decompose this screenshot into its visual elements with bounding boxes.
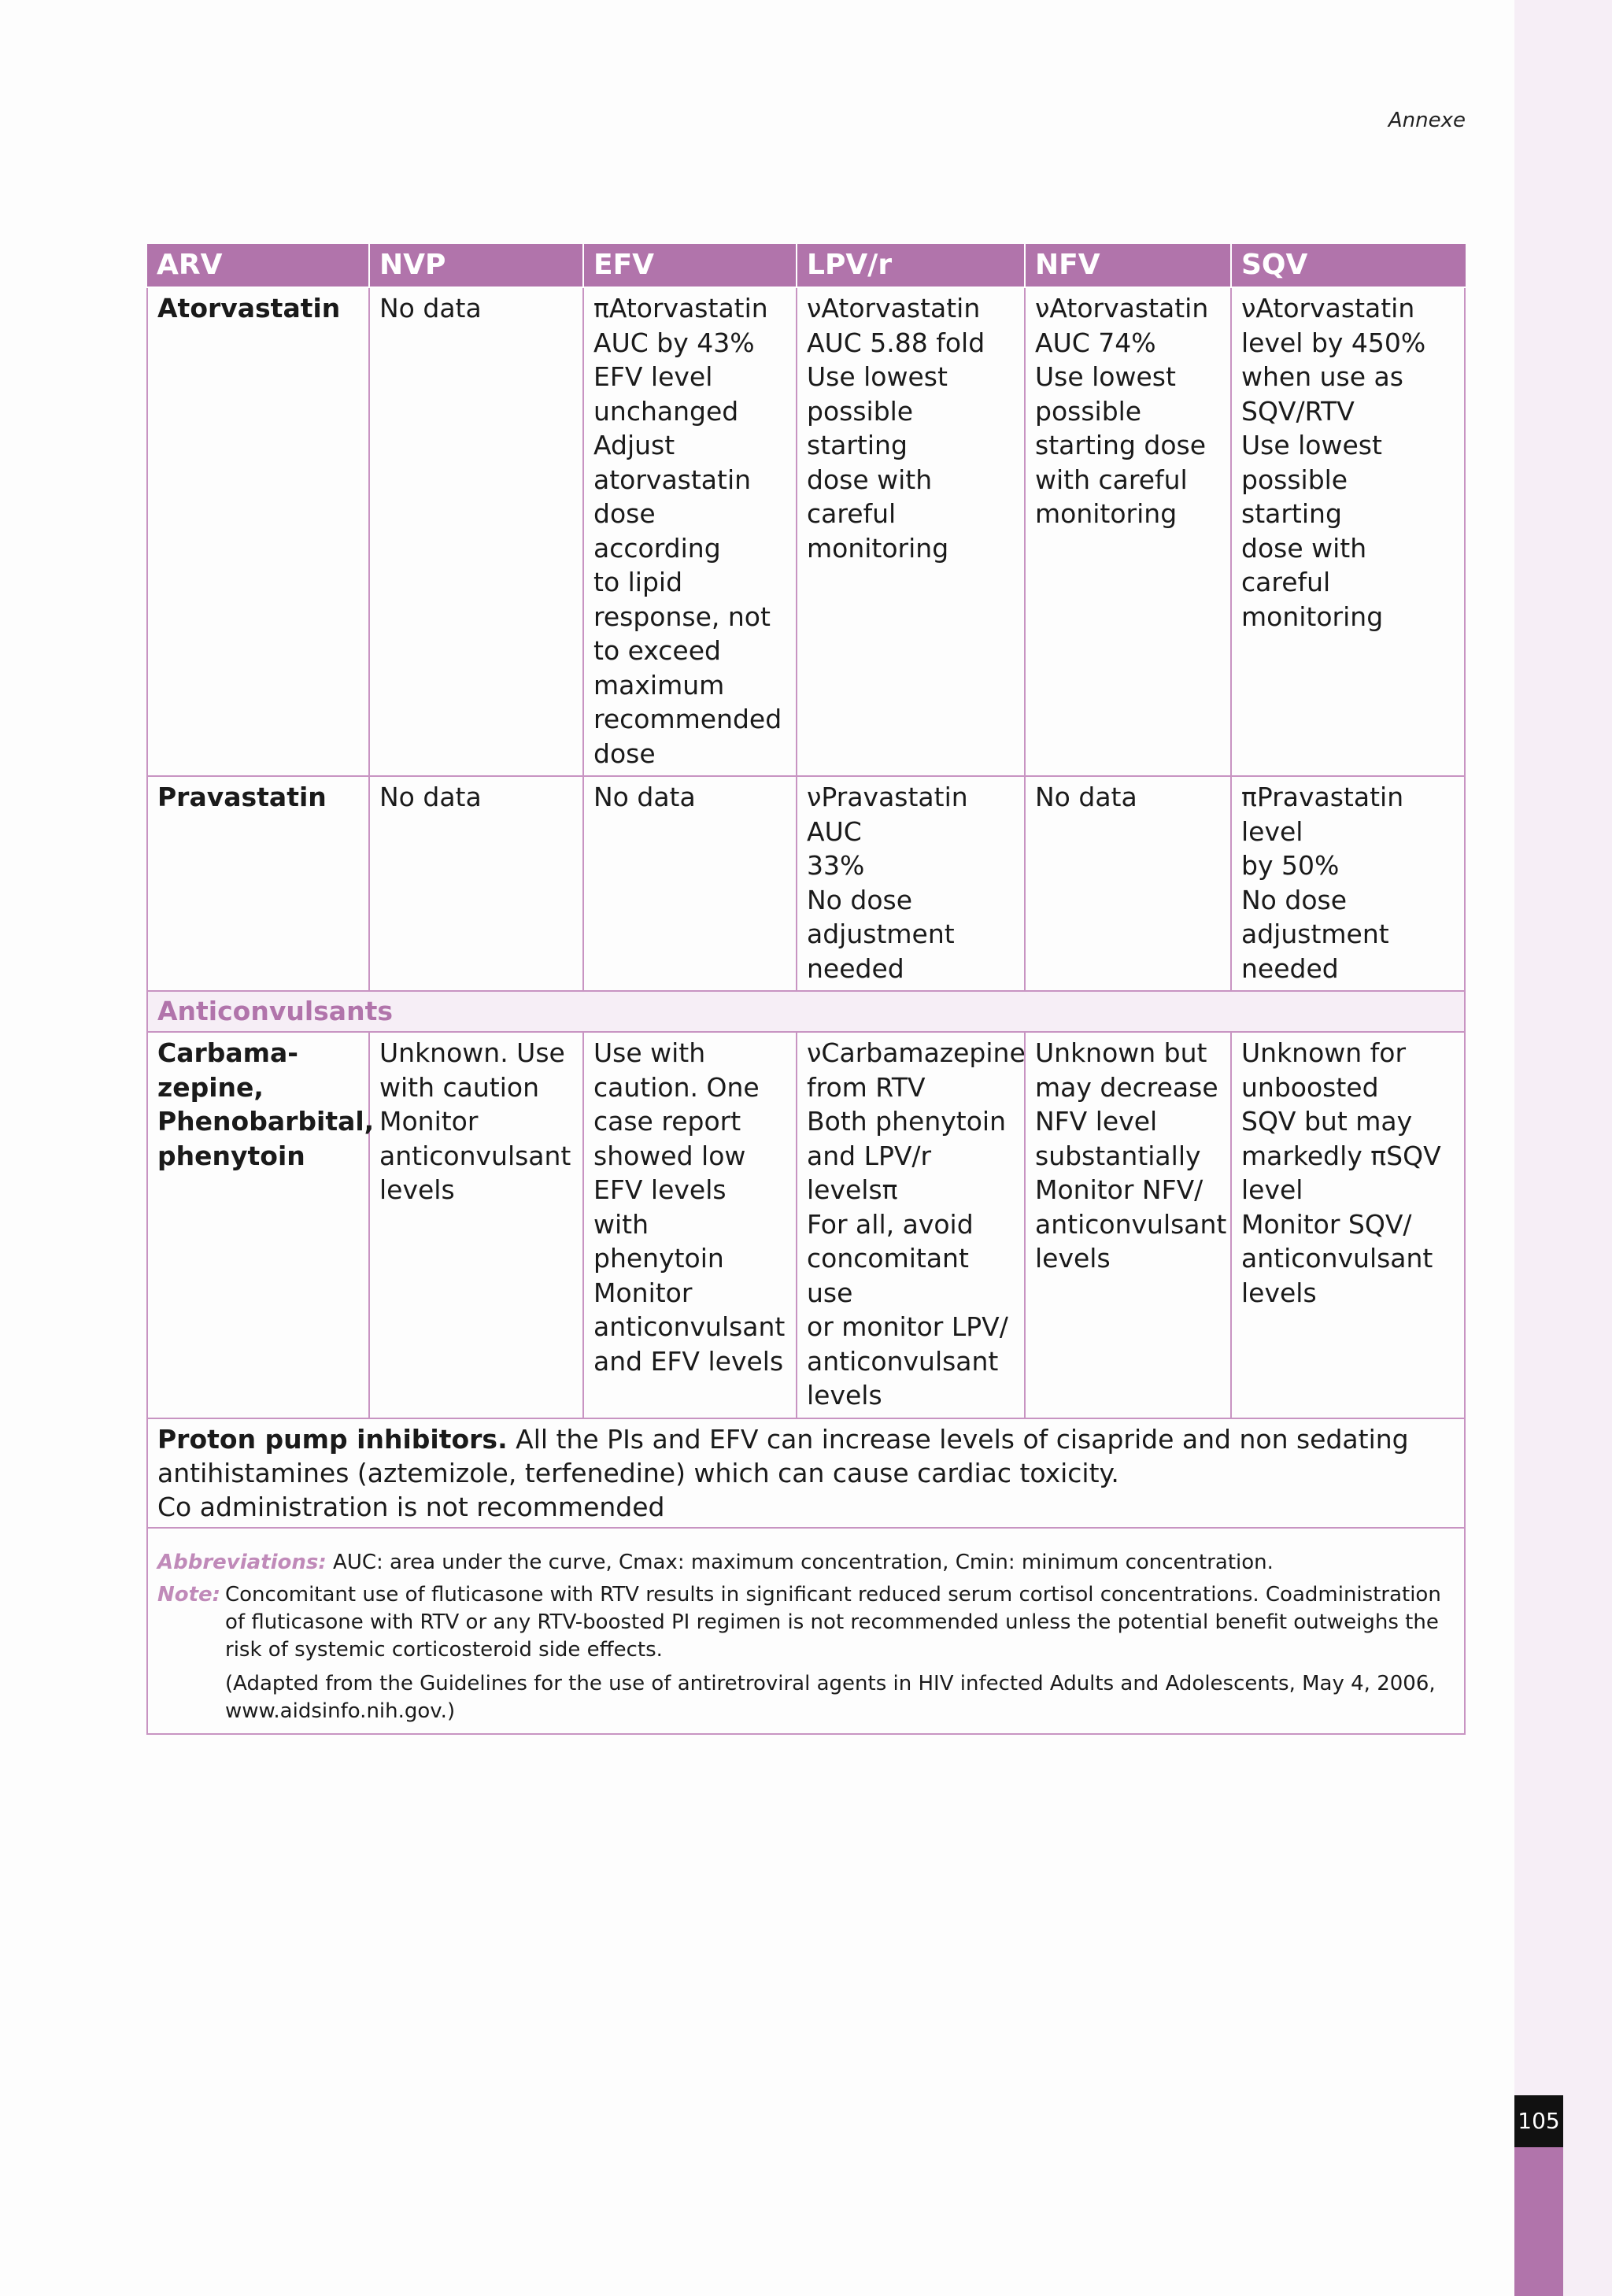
table-row	[147, 1032, 1465, 1418]
table-cell: Unknown for unboosted SQV but may markedly πSQV level Monitor SQV/ anticonvulsant levels	[1231, 1032, 1465, 1418]
ppi-note-row	[147, 1418, 1465, 1528]
ppi-note-cell	[147, 1418, 1465, 1528]
note-text: Concomitant use of fluticasone with RTV results in significant reduced serum cortisol concentrations. Coadministration of fluticasone with RTV or any RTV-boosted PI regimen is not recommended unless the potential benefit outweighs the risk of systemic corticosteroid side effects.	[225, 1582, 1441, 1662]
abbreviations-text: AUC: area under the curve, Cmax: maximum concentration, Cmin: minimum concentration.	[326, 1550, 1274, 1574]
row-header-anticonvulsants: Carbama- zepine, Phenobarbital, phenytoin	[147, 1032, 369, 1418]
table-row	[147, 776, 1465, 991]
abbreviations-label: Abbreviations:	[157, 1550, 327, 1574]
ppi-note-text: All the PIs and EFV can increase levels of cisapride and non sedating antihistamines (aztemizole, terfenedine) which can cause cardiac toxicity.	[157, 1423, 1409, 1488]
table-cell: νAtorvastatin AUC 5.88 fold Use lowest possible starting dose with careful monitoring	[797, 287, 1025, 776]
row-header-pravastatin: Pravastatin	[147, 776, 369, 991]
col-header-lpvr: LPV/r	[797, 244, 1025, 287]
section-title-anticonvulsants: Anticonvulsants	[147, 991, 1465, 1032]
table-cell: νAtorvastatin AUC 74% Use lowest possible starting dose with careful monitoring	[1025, 287, 1231, 776]
note-line	[157, 1581, 1455, 1664]
col-header-nvp: NVP	[369, 244, 583, 287]
table-cell: νAtorvastatin level by 450% when use as SQV/RTV Use lowest possible starting dose with careful monitoring	[1231, 287, 1465, 776]
source-citation: (Adapted from the Guidelines for the use of antiretroviral agents in HIV infected Adults and Adolescents, May 4, 2006, www.aidsinfo.nih.gov.)	[225, 1671, 1436, 1723]
table-cell: No data	[369, 287, 583, 776]
col-header-sqv: SQV	[1231, 244, 1465, 287]
interaction-table	[146, 244, 1466, 1735]
table-cell: Use with caution. One case report showed low EFV levels with phenytoin Monitor anticonvulsant and EFV levels	[583, 1032, 797, 1418]
col-header-efv: EFV	[583, 244, 797, 287]
table-row	[147, 287, 1465, 776]
col-header-arv: ARV	[147, 244, 369, 287]
footnotes-cell	[147, 1528, 1465, 1734]
abbreviations-line	[157, 1549, 1455, 1577]
table-cell: No data	[583, 776, 797, 991]
table-cell: Unknown. Use with caution Monitor anticonvulsant levels	[369, 1032, 583, 1418]
table-cell: No data	[1025, 776, 1231, 991]
table-cell: νCarbamazepine from RTV Both phenytoin and LPV/r levelsπ For all, avoid concomitant use or monitor LPV/ anticonvulsant levels	[797, 1032, 1025, 1418]
row-header-atorvastatin: Atorvastatin	[147, 287, 369, 776]
table-cell: No data	[369, 776, 583, 991]
footnotes-row	[147, 1528, 1465, 1734]
running-title: Annexe	[1388, 109, 1466, 132]
table-cell: νPravastatin AUC 33% No dose adjustment needed	[797, 776, 1025, 991]
side-band	[1514, 0, 1612, 2296]
ppi-note-recommendation: Co administration is not recommended	[157, 1491, 665, 1522]
section-row	[147, 991, 1465, 1032]
side-accent-bar	[1514, 2147, 1563, 2296]
page-number: 105	[1514, 2095, 1563, 2147]
col-header-nfv: NFV	[1025, 244, 1231, 287]
ppi-note-heading: Proton pump inhibitors.	[157, 1423, 508, 1455]
table-cell: πAtorvastatin AUC by 43% EFV level unchanged Adjust atorvastatin dose according to lipid response, not to exceed maximum recommended dose	[583, 287, 797, 776]
table-header-row	[147, 244, 1465, 287]
table-cell: πPravastatin level by 50% No dose adjustment needed	[1231, 776, 1465, 991]
table-cell: Unknown but may decrease NFV level substantially Monitor NFV/ anticonvulsant levels	[1025, 1032, 1231, 1418]
note-label: Note:	[157, 1582, 221, 1606]
